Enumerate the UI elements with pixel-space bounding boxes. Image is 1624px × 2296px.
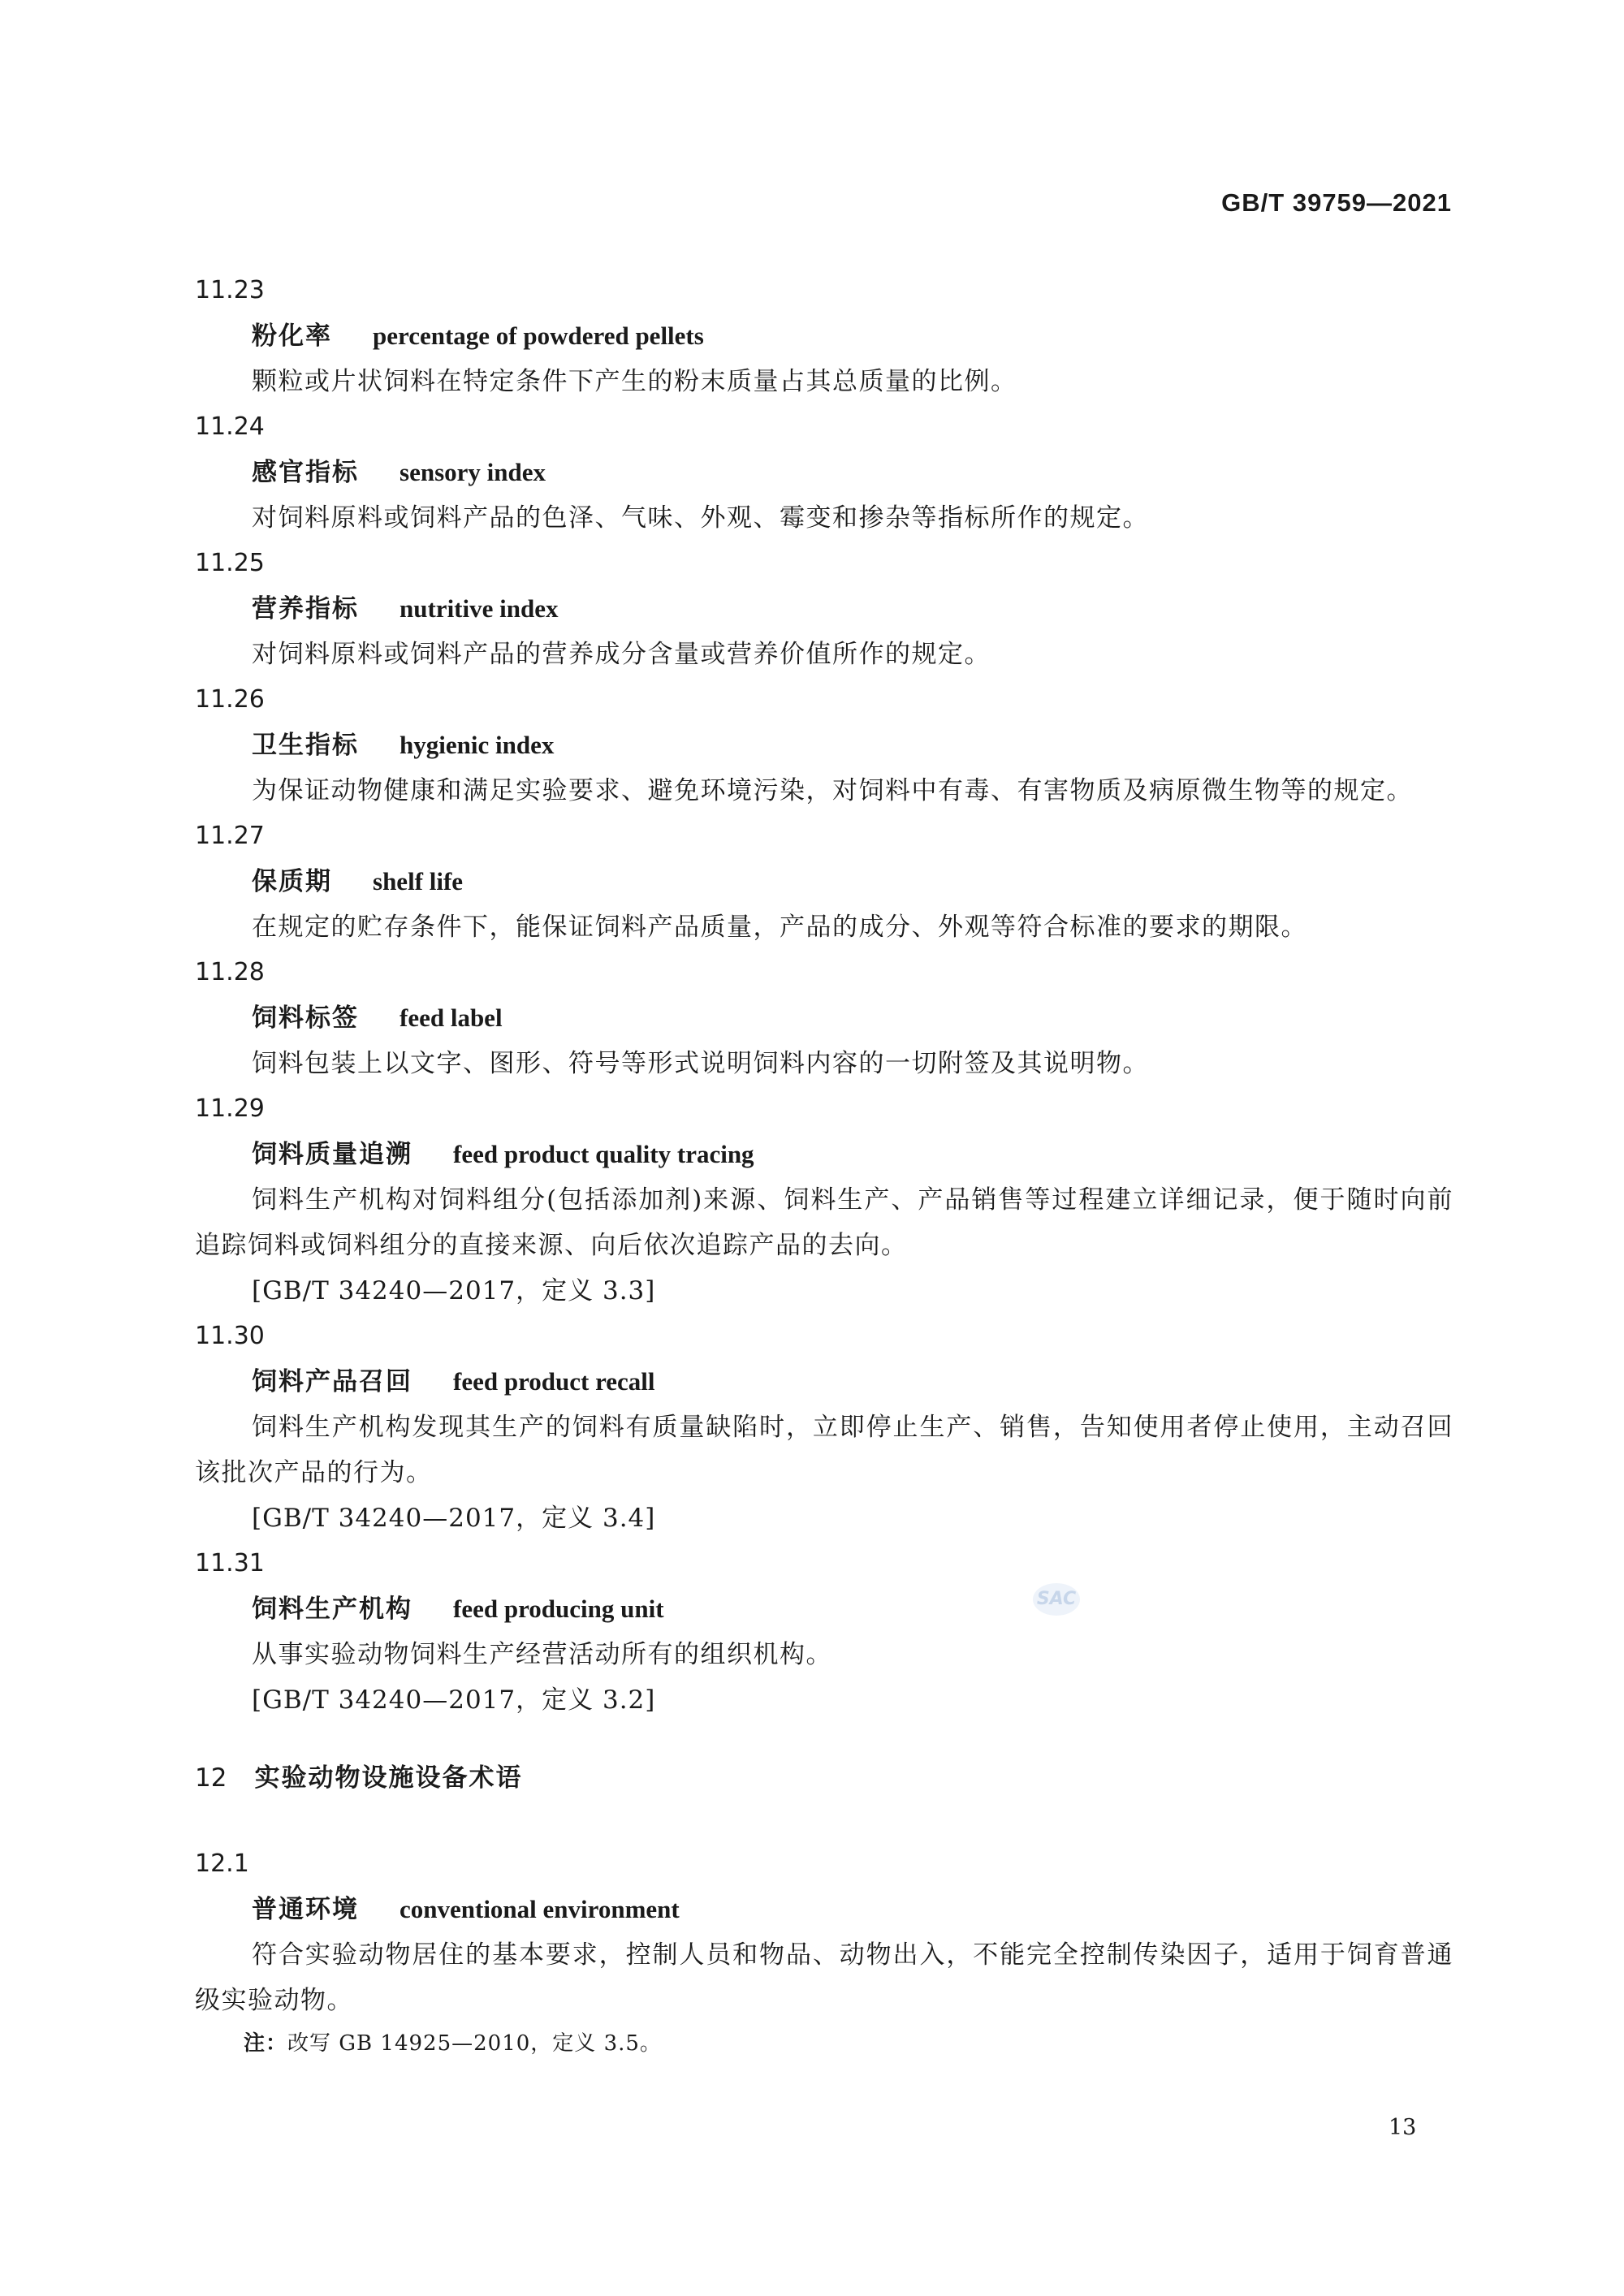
term-definition: 饲料生产机构对饲料组分(包括添加剂)来源、饲料生产、产品销售等过程建立详细记录，便于随时向前追踪饲料或饲料组分的直接来源、向后依次追踪产品的去向。 (195, 1185, 1453, 1260)
term-entry (195, 541, 1453, 677)
term-chinese: 普通环境 (252, 1895, 359, 1924)
term-english: sensory index (400, 458, 546, 486)
term-number: 11.25 (195, 549, 265, 577)
term-number: 11.26 (195, 685, 265, 714)
term-entry (195, 1841, 1453, 2064)
term-english: conventional environment (400, 1895, 680, 1923)
term-heading (195, 995, 1453, 1041)
term-heading (195, 1359, 1453, 1405)
section-heading (195, 1755, 1453, 1801)
term-source: [GB/T 34240—2017，定义 3.4] (252, 1504, 656, 1533)
page-number: 13 (1389, 2115, 1417, 2140)
term-heading (195, 723, 1453, 768)
section-title: 实验动物设施设备术语 (254, 1763, 523, 1793)
term-entry (195, 268, 1453, 404)
page-content (195, 268, 1453, 2064)
term-heading (195, 450, 1453, 495)
term-entry (195, 950, 1453, 1086)
term-number: 11.27 (195, 822, 265, 850)
term-heading (195, 586, 1453, 632)
term-entries (195, 268, 1453, 1723)
term-heading (195, 1887, 1453, 1932)
term-source: [GB/T 34240—2017，定义 3.2] (252, 1685, 656, 1715)
term-number: 11.23 (195, 276, 265, 304)
term-definition: 饲料包装上以文字、图形、符号等形式说明饲料内容的一切附签及其说明物。 (252, 1049, 1149, 1078)
term-chinese: 饲料标签 (252, 1003, 359, 1033)
term-number: 11.31 (195, 1549, 265, 1577)
term-definition: 符合实验动物居住的基本要求，控制人员和物品、动物出入，不能完全控制传染因子，适用于饲育普通级实验动物。 (195, 1940, 1453, 2015)
term-chinese: 感官指标 (252, 458, 359, 487)
term-english: feed label (400, 1003, 503, 1032)
term-definition: 颗粒或片状饲料在特定条件下产生的粉末质量占其总质量的比例。 (252, 367, 1017, 396)
term-english: feed producing unit (453, 1595, 664, 1623)
term-english: hygienic index (400, 731, 555, 759)
section-number: 12 (195, 1763, 227, 1793)
term-definition: 从事实验动物饲料生产经营活动所有的组织机构。 (252, 1640, 832, 1669)
term-entry (195, 1314, 1453, 1541)
term-definition: 对饲料原料或饲料产品的营养成分含量或营养价值所作的规定。 (252, 640, 991, 669)
term-number: 11.28 (195, 958, 265, 986)
term-heading (195, 1586, 1453, 1632)
note-label: 注： (244, 2031, 288, 2056)
spacer (195, 1801, 1453, 1841)
term-entry (195, 814, 1453, 950)
term-definition: 饲料生产机构发现其生产的饲料有质量缺陷时，立即停止生产、销售，告知使用者停止使用，主动召回该批次产品的行为。 (195, 1413, 1453, 1487)
term-entry (195, 1086, 1453, 1314)
term-chinese: 饲料质量追溯 (252, 1140, 412, 1169)
term-number: 11.29 (195, 1094, 265, 1123)
term-definition: 为保证动物健康和满足实验要求、避免环境污染，对饲料中有毒、有害物质及病原微生物等的规定。 (252, 776, 1413, 805)
term-definition: 在规定的贮存条件下，能保证饲料产品质量，产品的成分、外观等符合标准的要求的期限。 (252, 913, 1307, 942)
term-number: 12.1 (195, 1849, 249, 1878)
term-english: nutritive index (400, 594, 559, 623)
term-english: feed product recall (453, 1367, 655, 1396)
term-source: [GB/T 34240—2017，定义 3.3] (252, 1276, 656, 1306)
sac-watermark-logo: SAC (1033, 1583, 1080, 1616)
term-entry (195, 677, 1453, 814)
term-heading (195, 859, 1453, 904)
term-chinese: 保质期 (252, 867, 332, 896)
term-chinese: 饲料生产机构 (252, 1595, 412, 1624)
term-note (195, 2023, 1453, 2064)
term-chinese: 卫生指标 (252, 731, 359, 760)
term-chinese: 粉化率 (252, 322, 332, 351)
term-chinese: 营养指标 (252, 594, 359, 624)
document-id: GB/T 39759—2021 (1221, 188, 1452, 217)
term-heading (195, 313, 1453, 359)
term-heading (195, 1132, 1453, 1177)
term-number: 11.30 (195, 1322, 265, 1350)
term-english: feed product quality tracing (453, 1140, 754, 1168)
note-text: 改写 GB 14925—2010，定义 3.5。 (287, 2031, 662, 2056)
term-chinese: 饲料产品召回 (252, 1367, 412, 1396)
term-english: shelf life (373, 867, 464, 896)
term-english: percentage of powdered pellets (373, 322, 704, 350)
term-entry (195, 404, 1453, 541)
term-entry (195, 1541, 1453, 1723)
term-number: 11.24 (195, 412, 265, 441)
term-definition: 对饲料原料或饲料产品的色泽、气味、外观、霉变和掺杂等指标所作的规定。 (252, 503, 1149, 533)
